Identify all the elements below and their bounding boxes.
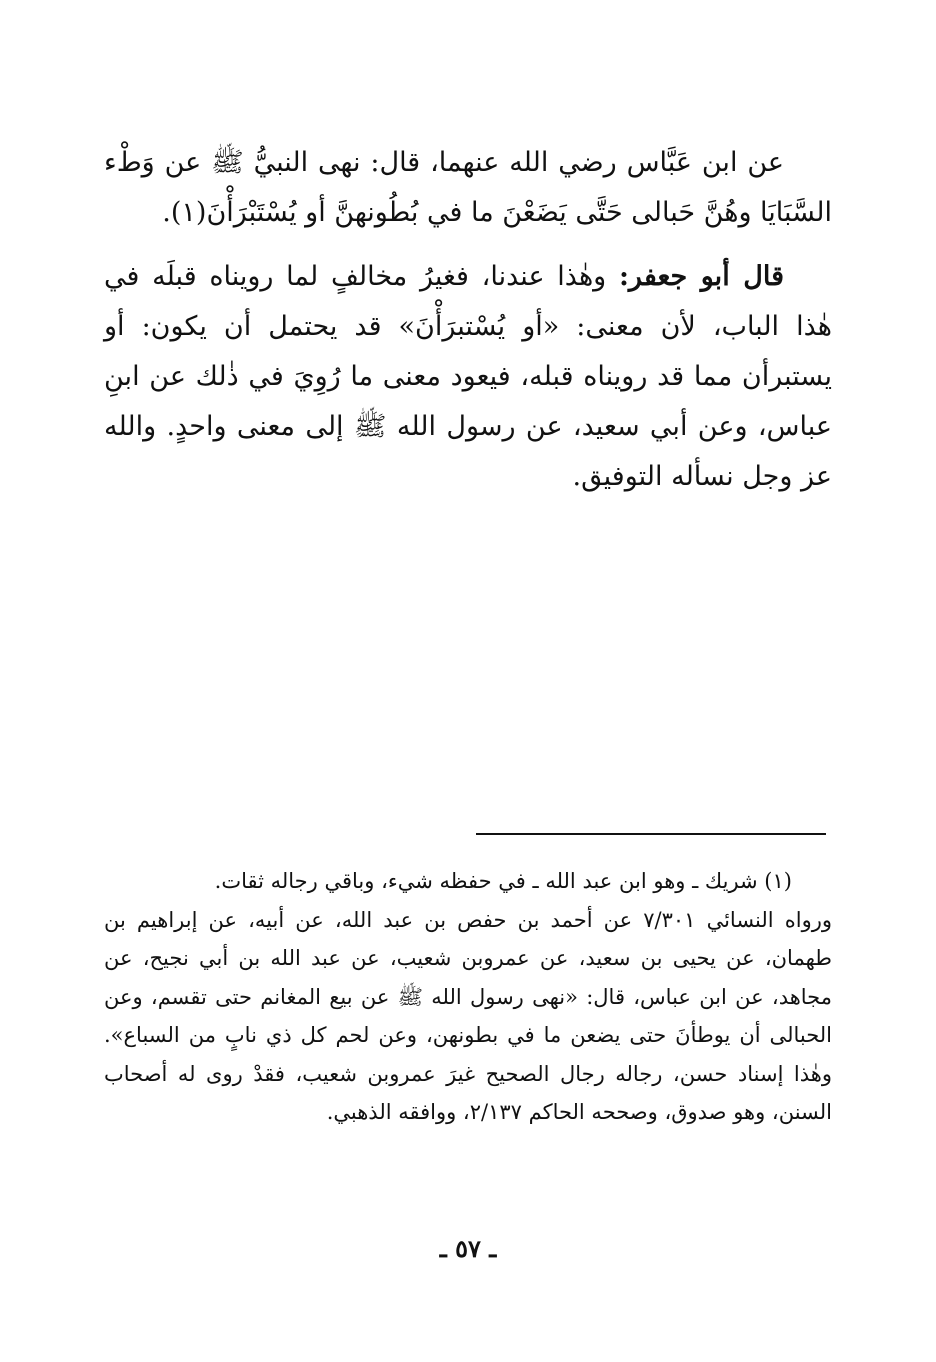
footnote-divider (476, 833, 826, 835)
hadith-paragraph: عن ابن عَبَّاس رضي الله عنهما، قال: نهى النبيُّ ﷺ عن وَطْء السَّبَايَا وهُنَّ حَبالى حَتَّى يَضَعْنَ ما في بُطُونهنَّ أو يُسْتَبْرَأْنَ(١). (104, 147, 832, 228)
footnote-1-continuation: ورواه النسائي ٧/٣٠١ عن أحمد بن حفص بن عبد الله، عن أبيه، عن إبراهيم بن طهمان، عن يحيى بن سعيد، عن عمروبن شعيب، عن عبد الله بن أبي نجيح، عن مجاهد، عن ابن عباس، قال: «نهى رسول الله ﷺ عن بيع المغانم حتى تقسم، وعن الحبالى أن يوطأنَ حتى يضعن ما في بطونهن، وعن لحم كل ذي نابٍ من السباع». وهٰذا إسناد حسن، رجاله رجال الصحيح غيرَ عمروبن شعيب، فقدْ روى له أصحاب السنن، وهو صدوق، وصححه الحاكم ٢/١٣٧، ووافقه الذهبي. (104, 907, 832, 1124)
speaker-label: قال أبو جعفر: (618, 261, 784, 292)
page-number: ـ ٥٧ ـ (439, 1234, 497, 1263)
footnote-1: (١) شريك ـ وهو ابن عبد الله ـ في حفظه شيء، وباقي رجاله ثقات. (214, 869, 792, 893)
commentary-body: وهٰذا عندنا، فغيرُ مخالفٍ لما رويناه قبلَه في هٰذا الباب، لأن معنى: «أو يُسْتبرَأْنَ» قد يحتمل أن يكون: أو يستبرأن مما قد رويناه قبله، فيعود معنى ما رُوِيَ في ذٰلك عن ابنِ عباس، وعن أبي سعيد، عن رسول الله ﷺ إلى معنى واحدٍ. والله عز وجل نسأله التوفيق. (104, 261, 832, 492)
main-text (104, 138, 832, 502)
commentary-paragraph (104, 252, 832, 502)
footnotes (104, 862, 832, 1132)
